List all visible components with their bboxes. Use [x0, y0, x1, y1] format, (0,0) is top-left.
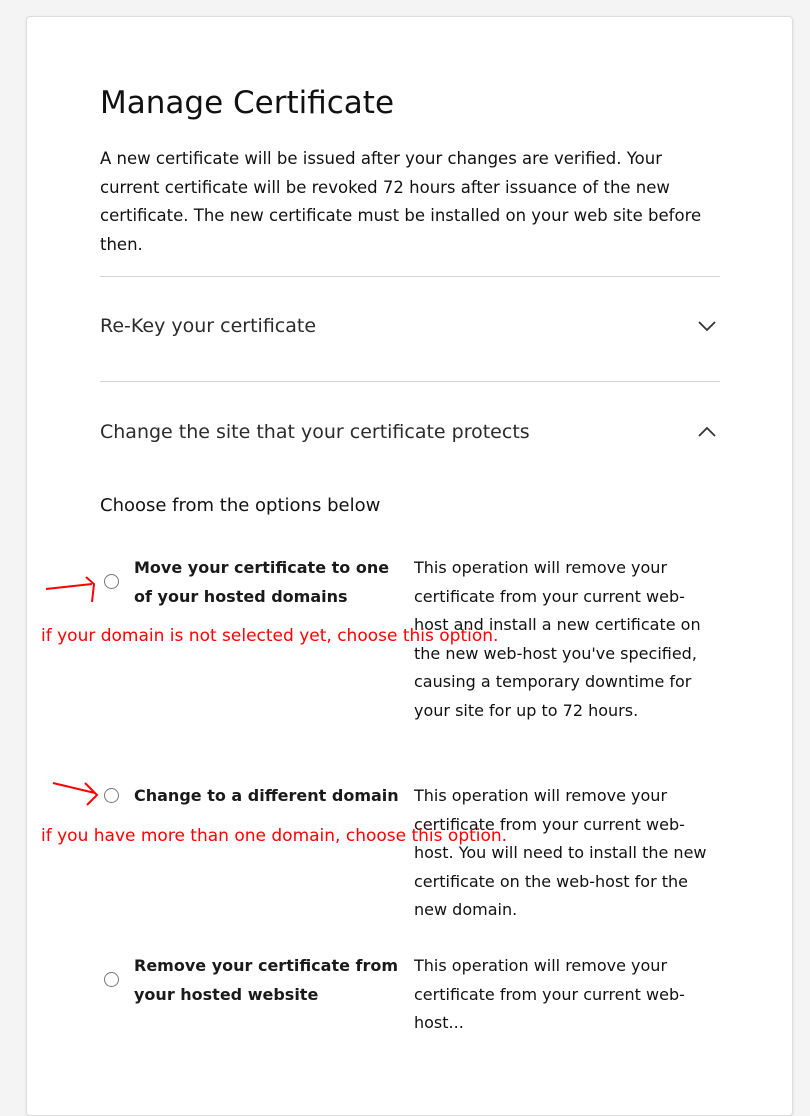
accordion-change-site[interactable] [100, 421, 720, 443]
radio-move-certificate[interactable] [104, 574, 119, 589]
annotation-note: if your domain is not selected yet, choose this option. [41, 626, 499, 646]
divider [100, 276, 720, 277]
chevron-down-icon [698, 320, 716, 332]
accordion-label: Re-Key your certificate [100, 315, 317, 337]
page-title: Manage Certificate [100, 85, 395, 121]
manage-certificate-card [26, 16, 793, 1116]
option-description: This operation will remove your certificate from your current web-host and install a new certificate on the new web-host you've specified, causing a temporary downtime for your site for up to 72 hours. [414, 558, 701, 720]
chevron-up-icon [698, 426, 716, 438]
accordion-label: Change the site that your certificate protects [100, 421, 530, 443]
option-description: This operation will remove your certificate from your current web-host... [414, 956, 685, 1032]
option-label: Remove your certificate from your hosted website [134, 956, 399, 1004]
arrow-annotation-icon [44, 575, 100, 605]
option-label: Move your certificate to one of your hosted domains [134, 558, 390, 606]
radio-remove-certificate[interactable] [104, 972, 119, 987]
divider [100, 381, 720, 382]
option-label: Change to a different domain [134, 786, 399, 805]
option-description: This operation will remove your certificate from your current web-host. You will need to install the new certificate on the web-host for the new domain. [414, 786, 707, 919]
annotation-note: if you have more than one domain, choose this option. [41, 826, 508, 846]
options-subheading: Choose from the options below [100, 495, 381, 516]
intro-text: A new certificate will be issued after your changes are verified. Your current certificate will be revoked 72 hours after issuance of the new certificate. The new certificate must be installed on your web site before then. [100, 149, 702, 254]
accordion-rekey[interactable] [100, 315, 720, 337]
radio-change-domain[interactable] [104, 788, 119, 803]
arrow-annotation-icon [51, 779, 101, 809]
